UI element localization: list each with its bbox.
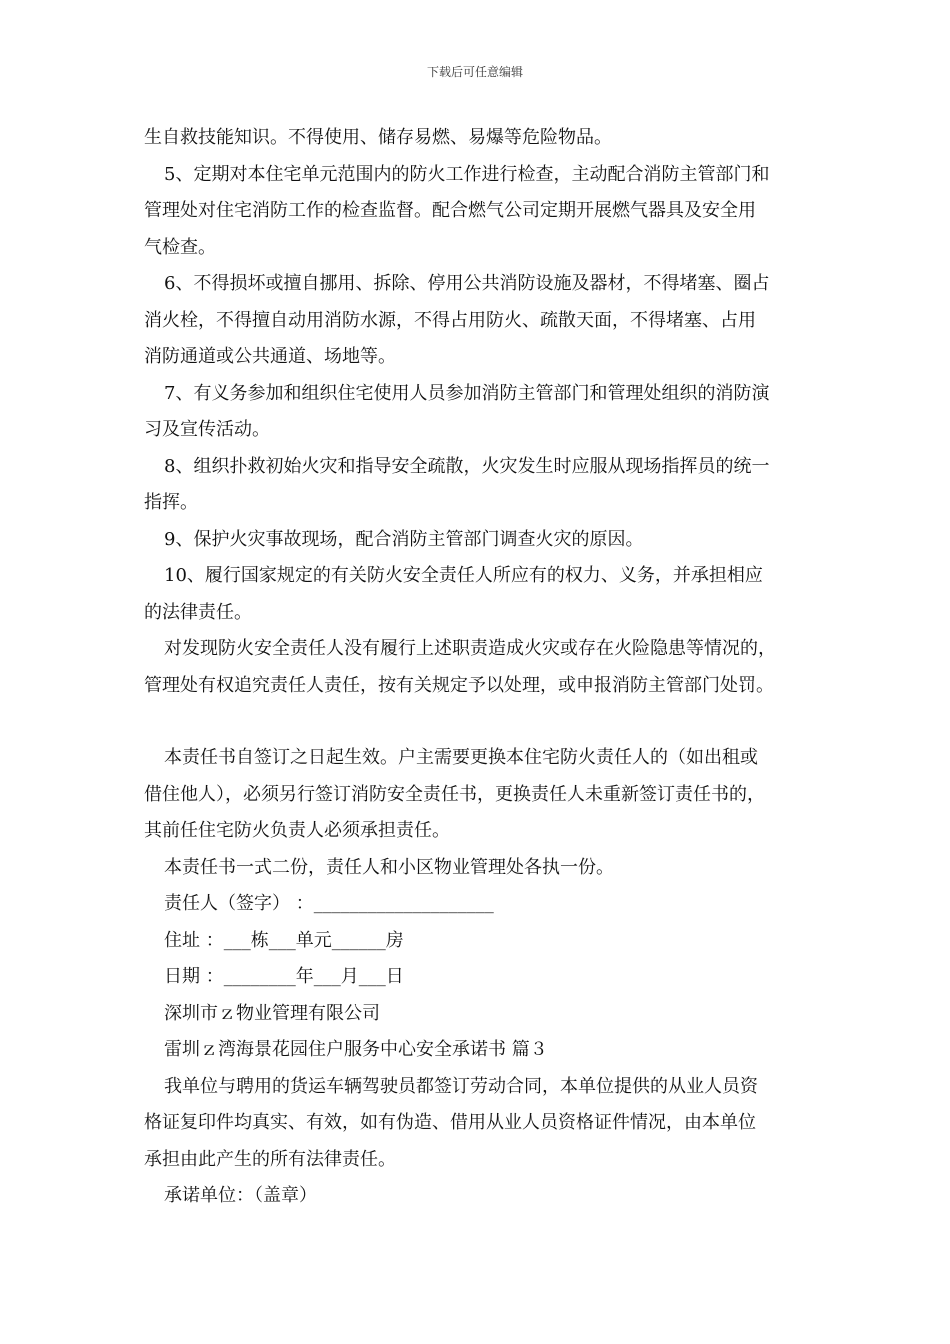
clause-6-line: 6、不得损坏或擅自挪用、拆除、停用公共消防设施及器材，不得堵塞、圈占 xyxy=(164,273,770,294)
clause-5-line: 气检查。 xyxy=(144,236,216,258)
pledge-paragraph-line: 承担由此产生的所有法律责任。 xyxy=(144,1148,396,1170)
clause-5-line: 管理处对住宅消防工作的检查监督。配合燃气公司定期开展燃气器具及安全用 xyxy=(144,200,756,221)
clause-7-line: 7、有义务参加和组织住宅使用人员参加消防主管部门和管理处组织的消防演 xyxy=(164,382,770,404)
pledging-unit-field: 承诺单位：（盖章） xyxy=(164,1185,317,1206)
pledge-paragraph-line: 我单位与聘用的货运车辆驾驶员都签订劳动合同，本单位提供的从业人员资 xyxy=(164,1075,758,1097)
penalty-paragraph-line: 对发现防火安全责任人没有履行上述职责造成火灾或存在火险隐患等情况的， xyxy=(164,638,776,659)
clause-6-line: 消防通道或公共通道、场地等。 xyxy=(144,346,396,367)
clause-5-line: 5、定期对本住宅单元范围内的防火工作进行检查，主动配合消防主管部门和 xyxy=(164,163,770,185)
pledge-paragraph-line: 格证复印件均真实、有效，如有伪造、借用从业人员资格证件情况，由本单位 xyxy=(144,1112,756,1133)
effective-paragraph-line: 本责任书自签订之日起生效。户主需要更换本住宅防火责任人的（如出租或 xyxy=(164,747,758,768)
clause-7-line: 习及宣传活动。 xyxy=(144,419,270,440)
penalty-paragraph-line: 管理处有权追究责任人责任，按有关规定予以处理，或申报消防主管部门处罚。 xyxy=(144,674,774,696)
effective-paragraph-line: 其前任住宅防火负责人必须承担责任。 xyxy=(144,820,450,841)
date-field: 日期 ：________年___月___日 xyxy=(164,966,404,987)
clause-8-line: 8、组织扑救初始火灾和指导安全疏散，火灾发生时应服从现场指挥员的统一 xyxy=(164,455,770,477)
address-field: 住址 ：___栋___单元______房 xyxy=(164,929,404,951)
clause-6-line: 消火栓，不得擅自动用消防水源，不得占用防火、疏散天面，不得堵塞、占用 xyxy=(144,309,756,331)
clause-10-line: 10、履行国家规定的有关防火安全责任人所应有的权力、义务，并承担相应 xyxy=(164,565,763,586)
effective-paragraph-line: 借住他人），必须另行签订消防安全责任书，更换责任人未重新签订责任书的， xyxy=(144,783,765,805)
section-title: 雷圳ｚ湾海景花园住户服务中心安全承诺书 篇３ xyxy=(164,1039,548,1060)
company-name: 深圳市ｚ物业管理有限公司 xyxy=(164,1002,380,1024)
clause-9-line: 9、保护火灾事故现场，配合消防主管部门调查火灾的原因。 xyxy=(164,528,644,550)
signature-field: 责任人（签字） ：____________________ xyxy=(164,893,494,914)
text-line: 生自救技能知识。不得使用、储存易燃、易爆等危险物品。 xyxy=(144,127,612,148)
paragraph-gap xyxy=(144,704,812,740)
document-body xyxy=(144,120,812,1215)
page-header-note: 下载后可任意编辑 xyxy=(426,65,523,79)
clause-8-line: 指挥。 xyxy=(144,492,198,513)
copies-line: 本责任书一式二份，责任人和小区物业管理处各执一份。 xyxy=(164,856,614,878)
clause-10-line: 的法律责任。 xyxy=(144,601,252,623)
